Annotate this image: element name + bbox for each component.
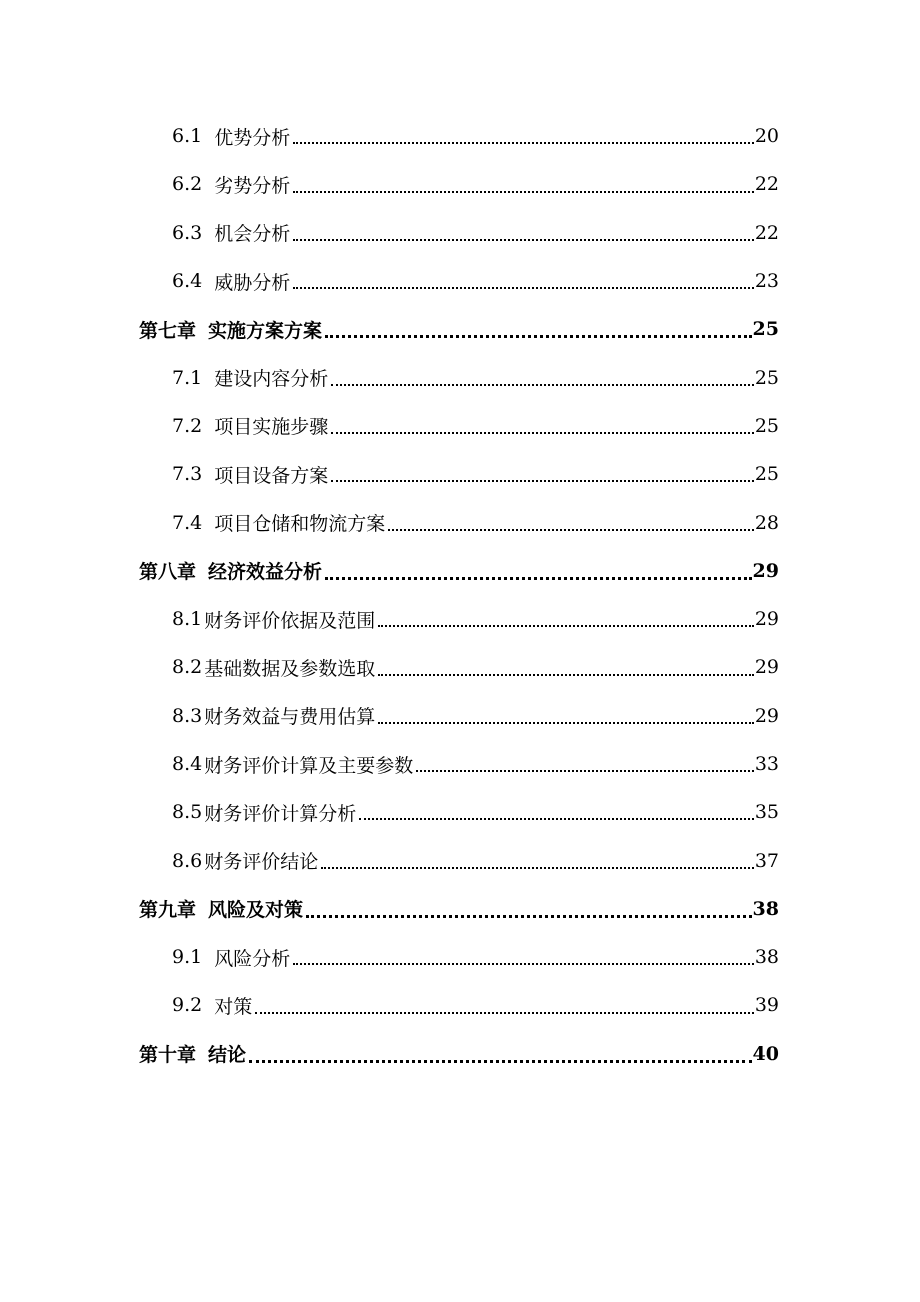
toc-dot-leader — [293, 141, 754, 144]
toc-chapter-number: 第七章 — [139, 319, 197, 342]
toc-entry-number: 8.5 — [172, 801, 203, 824]
toc-dot-leader — [331, 383, 754, 386]
toc-dot-leader — [378, 721, 754, 724]
toc-entry-title: 财务评价计算及主要参数 — [204, 754, 414, 777]
toc-entry-number: 6.4 — [172, 270, 203, 293]
toc-page-number: 28 — [754, 511, 779, 534]
toc-dot-leader — [378, 624, 754, 627]
toc-entry-6-4[interactable] — [0, 257, 920, 305]
toc-entry-number: 8.3 — [172, 704, 203, 727]
toc-entry-number: 9.2 — [172, 994, 203, 1017]
toc-dot-leader — [378, 673, 754, 676]
toc-dot-leader — [325, 334, 752, 338]
toc-entry-title: 财务评价依据及范围 — [204, 609, 376, 632]
toc-dot-leader — [293, 238, 754, 241]
toc-page-number: 29 — [754, 608, 779, 631]
toc-entry-title: 对策 — [214, 995, 253, 1018]
toc-page-number: 23 — [754, 270, 779, 293]
toc-dot-leader — [293, 190, 754, 193]
toc-page-number: 25 — [752, 318, 779, 341]
toc-entry-title: 风险分析 — [214, 947, 291, 970]
toc-entry-title: 项目仓储和物流方案 — [214, 513, 386, 536]
toc-entry-9-2[interactable] — [0, 981, 920, 1029]
toc-page-number: 29 — [754, 704, 779, 727]
table-of-contents — [0, 112, 920, 1078]
toc-entry-number: 8.4 — [172, 753, 203, 775]
toc-entry-title: 劣势分析 — [214, 174, 291, 197]
toc-dot-leader — [416, 769, 754, 772]
toc-chapter-number: 第九章 — [139, 899, 197, 922]
toc-dot-leader — [388, 528, 754, 531]
toc-entry-number: 8.2 — [172, 656, 203, 679]
toc-dot-leader — [293, 286, 754, 289]
toc-entry-7-1[interactable] — [0, 353, 920, 401]
toc-chapter-title: 风险及对策 — [208, 899, 304, 922]
toc-chapter-7[interactable] — [0, 305, 920, 353]
toc-page-number: 35 — [754, 801, 779, 824]
toc-chapter-9[interactable] — [0, 885, 920, 933]
toc-dot-leader — [325, 576, 752, 580]
toc-entry-8-4[interactable] — [0, 740, 920, 788]
toc-chapter-title: 实施方案方案 — [208, 319, 323, 342]
toc-entry-8-3[interactable] — [0, 692, 920, 740]
toc-entry-title: 威胁分析 — [214, 271, 291, 294]
toc-page-number: 29 — [754, 656, 779, 679]
toc-dot-leader — [331, 479, 754, 482]
toc-entry-8-6[interactable] — [0, 836, 920, 884]
toc-entry-title: 财务评价计算分析 — [204, 802, 357, 825]
toc-page-number: 22 — [754, 221, 779, 244]
toc-page-number: 38 — [754, 946, 779, 969]
toc-page-number: 25 — [754, 366, 779, 389]
toc-page-number: 33 — [754, 753, 779, 775]
toc-entry-6-1[interactable] — [0, 112, 920, 160]
toc-entry-8-1[interactable] — [0, 595, 920, 643]
toc-entry-6-2[interactable] — [0, 160, 920, 208]
toc-chapter-8[interactable] — [0, 547, 920, 595]
toc-entry-title: 建设内容分析 — [214, 368, 329, 391]
toc-entry-number: 6.3 — [172, 221, 203, 244]
toc-entry-title: 财务评价结论 — [204, 851, 319, 874]
toc-entry-title: 项目实施步骤 — [214, 416, 329, 439]
toc-dot-leader — [255, 1011, 754, 1014]
toc-entry-number: 6.1 — [172, 125, 203, 148]
toc-entry-title: 优势分析 — [214, 126, 291, 149]
toc-page-number: 40 — [752, 1042, 779, 1065]
toc-entry-number: 7.2 — [172, 414, 203, 437]
toc-page-number: 20 — [754, 125, 779, 148]
toc-entry-8-2[interactable] — [0, 643, 920, 691]
toc-dot-leader — [306, 914, 752, 918]
toc-entry-6-3[interactable] — [0, 209, 920, 257]
toc-entry-9-1[interactable] — [0, 933, 920, 981]
toc-dot-leader — [321, 866, 754, 869]
toc-entry-number: 7.3 — [172, 463, 203, 486]
toc-page-number: 22 — [754, 173, 779, 196]
toc-entry-number: 8.1 — [172, 608, 203, 631]
toc-page-number: 25 — [754, 463, 779, 486]
toc-entry-7-4[interactable] — [0, 498, 920, 546]
toc-page-number: 39 — [754, 994, 779, 1017]
toc-dot-leader — [359, 817, 754, 820]
toc-entry-number: 6.2 — [172, 173, 203, 196]
toc-entry-8-5[interactable] — [0, 788, 920, 836]
toc-entry-title: 基础数据及参数选取 — [204, 657, 376, 680]
toc-page-number: 29 — [752, 559, 779, 582]
toc-page-number: 25 — [754, 414, 779, 437]
toc-chapter-number: 第八章 — [139, 561, 197, 584]
toc-dot-leader — [331, 431, 754, 434]
toc-dot-leader — [293, 962, 754, 965]
toc-dot-leader — [249, 1059, 752, 1063]
toc-entry-7-2[interactable] — [0, 402, 920, 450]
toc-entry-number: 7.4 — [172, 511, 203, 534]
toc-entry-number: 8.6 — [172, 849, 203, 872]
toc-page-number: 37 — [754, 849, 779, 872]
toc-chapter-10[interactable] — [0, 1030, 920, 1078]
toc-entry-number: 7.1 — [172, 366, 203, 389]
toc-entry-title: 项目设备方案 — [214, 464, 329, 487]
toc-entry-7-3[interactable] — [0, 450, 920, 498]
toc-entry-number: 9.1 — [172, 946, 203, 969]
toc-chapter-number: 第十章 — [139, 1044, 197, 1067]
toc-page-number: 38 — [752, 897, 779, 920]
toc-chapter-title: 结论 — [208, 1044, 247, 1067]
toc-chapter-title: 经济效益分析 — [208, 561, 323, 584]
toc-entry-title: 机会分析 — [214, 223, 291, 246]
toc-entry-title: 财务效益与费用估算 — [204, 706, 376, 729]
